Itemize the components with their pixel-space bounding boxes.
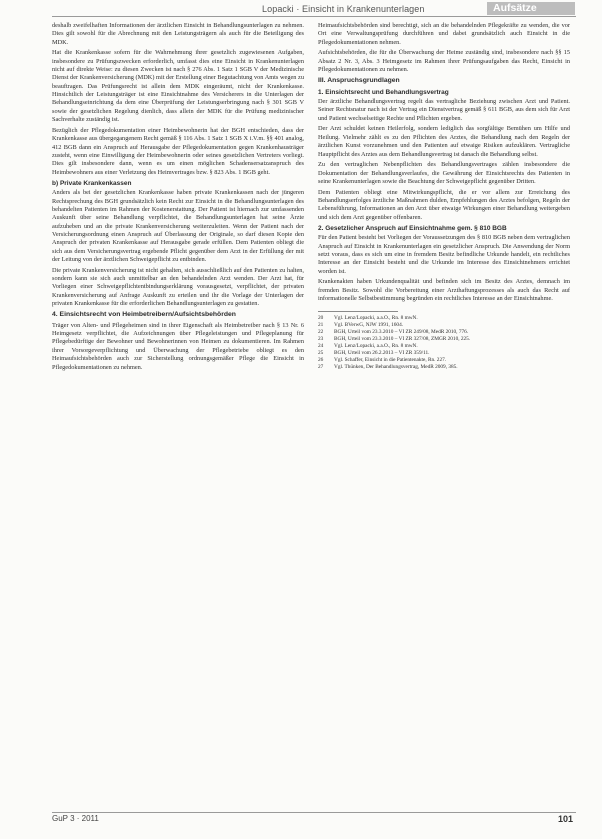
page-number: 101 [558,814,574,824]
footnote-number: 25 [318,349,324,356]
footnote-text: Vgl. Schaffer, Einsicht in die Patientenakte, Rn. 227. [334,356,447,363]
subsection-heading: 1. Einsichtsrecht und Behandlungsvertrag [318,88,449,96]
footnote [318,357,570,364]
subsection-heading: 2. Gesetzlicher Anspruch auf Einsichtnahme gem. § 810 BGB [318,225,507,233]
section-heading: III. Anspruchsgrundlagen [318,77,400,85]
paragraph: Krankenakten haben Urkundenqualität und befinden sich im Besitz des Arztes, demnach im fremden Besitz. Sowohl die Vorbereitung einer Arzthaftungsprozesses als auch das Recht auf informationelle Selbstbestimmung begründen ein rechtliches Interesse an der Einsichtnahme. [318,278,570,303]
paragraph: Anders als bei der gesetzlichen Krankenkasse haben private Krankenkassen nach der jüngeren Rechtsprechung des BGH grundsätzlich kein Recht zur Einsicht in die Behandlungsunterlagen des behandelten Patienten im Rahmen der Kostenerstattung. Der Patient ist hiernach zur umfassenden Auskunft über seine Behandlung verpflichtet, die Behandlungsunterlagen hat seine Ärzte aufzuheben und an die private Krankenversicherung weiterzuleiten. Wenn der Patient nach der Versicherungsordnung einen Anspruch auf Überlassung der Originale, so darf diesen Kopie den Anspruch der privaten Krankenkasse auf Herausgabe gerade erfüllen. Dem Patienten obliegt die sich aus dem Versicherungsvertrag ergebende Pflicht gegenüber dem Arzt in der Erfüllung der mit der Leitung von der ärztlichen Schweigepflicht zu entbinden. [52,189,304,263]
paragraph: Hat die Krankenkasse sofern für die Wahrnehmung ihrer gesetzlich zugewiesenen Aufgaben, insbesondere zu Prüfungszwecken erforderlich, umfasst dies eine Einsicht in Krankenunterlagen nicht auf direkte Weise: zu diesen Zwecken ist nach § 276 Abs. 1 Satz 1 SGB V der Medizinische Dienst der Krankenversicherung (MDK) mit der Erstellung einer Begutachtung von Amts wegen zu beauftragen. Das Prüfungsrecht ist allein dem MDK eingeräumt, nicht der Krankenkasse. Hinsichtlich der Leistungsträger ist eine Einsichtnahme des Versicherers in die Unterlagen der Behandlungseinrichtung da dem eine Überprüfung der Leistungserbringung nach § 301 SGB V sowie der gesetzlichen Regelung dienlich, dass allein der MDK für die Prüfung medizinischer Sachverhalte zuständig ist. [52,49,304,124]
paragraph: Bezüglich der Pflegedokumentation einer Heimbewohnerin hat der BGH entschieden, dass der Krankenkasse aus übergegangenem Recht gemäß § 116 Abs. 1 Satz 1 SGB X i.V.m. §§ 401 analog, 412 BGB dann ein Anspruch auf Herausgabe der Pflegedokumentation gegen Krankenhausträger zusteht, wenn eine Einwilligung der Heimbewohnerin oder seines gesetzlichen Vertreters vorliegt. Dies gilt insbesondere dann, wenn es um einen möglichen Schadensersatzanspruch des Heimbewohners aus einer Verletzung des Heimvertrages bzw. § 823 Abs. 1 BGB geht. [52,126,304,176]
footnote [318,329,570,336]
section-heading: 4. Einsichtsrecht von Heimbetreibern/Aufsichtsbehörden [52,311,236,319]
footnotes [318,315,570,370]
footnote-text: BGH, Urteil vom 23.3.2010 – VI ZR 327/08, ZMGR 2010, 225. [334,336,471,343]
footnote-text: Vgl. Lenz/Lopacki, a.a.O., Rn. 8 mwN. [334,315,418,322]
footnote-text: BGH, Urteil vom 23.3.2010 – VI ZR 249/08, MedR 2010, 776. [334,329,469,336]
paragraph: Der Arzt schuldet keinen Heilerfolg, sondern lediglich das sorgfältige Bemühen um Hilfe und Heilung. Vielmehr zählt es zu den Pflichten des Arztes, die Behandlung nach den Regeln der ärztlichen Kunst vorzunehmen und den Patienten auf etwaige Risiken aufzuklären. Vertragliche Hauptpflicht des Arztes aus dem Behandlungsvertrag ist danach die Behandlung selbst. [318,125,570,158]
paragraph: Heimaufsichtsbehörden sind berechtigt, sich an die behandelnden Pflegekräfte zu wenden, die vor Ort eine Verwaltungsprüfung durchführen und dabei grundsätzlich auch Einsicht in die Pflegedokumentationen nehmen. [318,22,570,46]
paragraph: Dem Patienten obliegt eine Mitwirkungspflicht, die er vor allem zur Erreichung des Behandlungserfolges ärztliche Maßnahmen dulden, Empfehlungen des Arztes befolgen, Regeln der Lebensführung, Informationen an den Arzt über etwaige Wirkungen einer Behandlung weitergeben und sich dem Arzt gegenüber offenbaren. [318,188,570,221]
footnote-text: Vgl. Lenz/Lopacki, a.a.O., Rn. 8 mwN. [334,343,418,350]
footnote [318,322,570,329]
footnote-text: Vgl. BVerwG, NJW 1991, 1604. [334,322,404,329]
left-column [52,22,304,374]
footnote [318,350,570,357]
paragraph: Für den Patient besteht bei Vorliegen der Voraussetzungen des § 810 BGB neben dem vertraglichen Anspruch auf Einsicht in Krankenunterlagen ein gesetzlicher Anspruch. Die Anwendung der Norm setzt voraus, dass es sich um eine in fremdem Besitz befindliche Urkunde handelt, ein rechtliches Interesse an der Einsicht besteht und die Urkunde im Interesse des Einsichtnehmers errichtet worden ist. [318,234,570,275]
paragraph: Zu den vertraglichen Nebenpflichten des Behandlungsvertrages zählen insbesondere die Dokumentation der Behandlungsverlaufes, die Gewährung der Einsichtsrechts des Patienten in seine Krankenunterlagen sowie die Beachtung der Schweigepflicht gegenüber Dritten. [318,161,570,185]
footnote-number: 27 [318,363,324,370]
footnote [318,343,570,350]
footnote-number: 22 [318,329,324,336]
footnote [318,315,570,322]
footnote-number: 26 [318,356,324,363]
footnote-number: 23 [318,336,324,343]
journal-issue: GuP 3 · 2011 [52,814,99,823]
footer-rule [52,812,576,813]
paragraph: Träger von Alten- und Pflegeheimen sind in ihrer Eigenschaft als Heimbetreiber nach § 13 Nr. 6 Heimgesetz verpflichtet, die Aufzeichnungen über Pflegeleistungen und Pflegeplanung für Pflegebedürftige der Bewohner und Bewohnerinnen von Heimen zu dokumentieren. Im Rahmen ihrer Vorsorgeverpflichtung und Überwachung der Pflegebetriebe obliegt es den Heimaufsichtsbehörden auch zur Sicherstellung ordnungsgemäßer Pflege die Einsicht in Pflegedokumentationen zu nehmen. [52,321,304,371]
right-column [318,22,570,371]
footnote-rule [318,311,398,312]
paragraph: deshalb zweifelhaften Informationen der ärztlichen Einsicht in Behandlungsunterlagen zu nehmen. Dies gilt sowohl für die Abrechnung mit den Leistungsträgern als auch für die Beteiligung des MDK. [52,22,304,46]
footnote-number: 24 [318,343,324,350]
footnote [318,364,570,371]
footnote-number: 21 [318,322,324,329]
paragraph: Der ärztliche Behandlungsvertrag regelt das vertragliche Beziehung zwischen Arzt und Patient. Seiner Rechtsnatur nach ist der Vertrag ein Dienstvertrag gemäß § 611 BGB, aus dem sich für Arzt und Patient wechselseitige Rechte und Pflichten ergeben. [318,98,570,122]
footnote [318,336,570,343]
header-rule [52,16,576,17]
subsection-heading: b) Private Krankenkassen [52,179,132,187]
footnote-number: 20 [318,315,324,322]
footnote-text: BGH, Urteil vom 26.2.2013 – VI ZR 359/11. [334,349,430,356]
section-label: Aufsätze [493,2,537,14]
paragraph: Die private Krankenversicherung ist nicht gehalten, sich ausschließlich auf den Patienten zu halten, sondern kann sie sich auch unmittelbar an den behandelnden Arzt wenden. Der Arzt hat, für Vorliegen einer Schweigepflichtentbindungserklärung vorausgesetzt, verpflichtet, der privaten Krankenversicherung auf Anfrage Auskunft zu erteilen und ihr die Vorlage der Unterlagen der privaten Krankenkasse für die erforderlichen Behandlungsunterlagen zu gestatten. [52,266,304,308]
running-header-title: Lopacki · Einsicht in Krankenunterlagen [262,4,425,14]
footnote-text: Vgl. Thünken, Der Behandlungsvertrag, MedR 2009, 385. [334,363,458,370]
paragraph: Aufsichtsbehörden, die für die Überwachung der Heime zuständig sind, insbesondere nach §§ 15 Absatz 2 Nr. 3, Abs. 3 Heimgesetz im Rahmen ihrer Prüfungsaufgaben das Recht, Einsicht in Pflegedokumentationen zu nehmen. [318,49,570,74]
